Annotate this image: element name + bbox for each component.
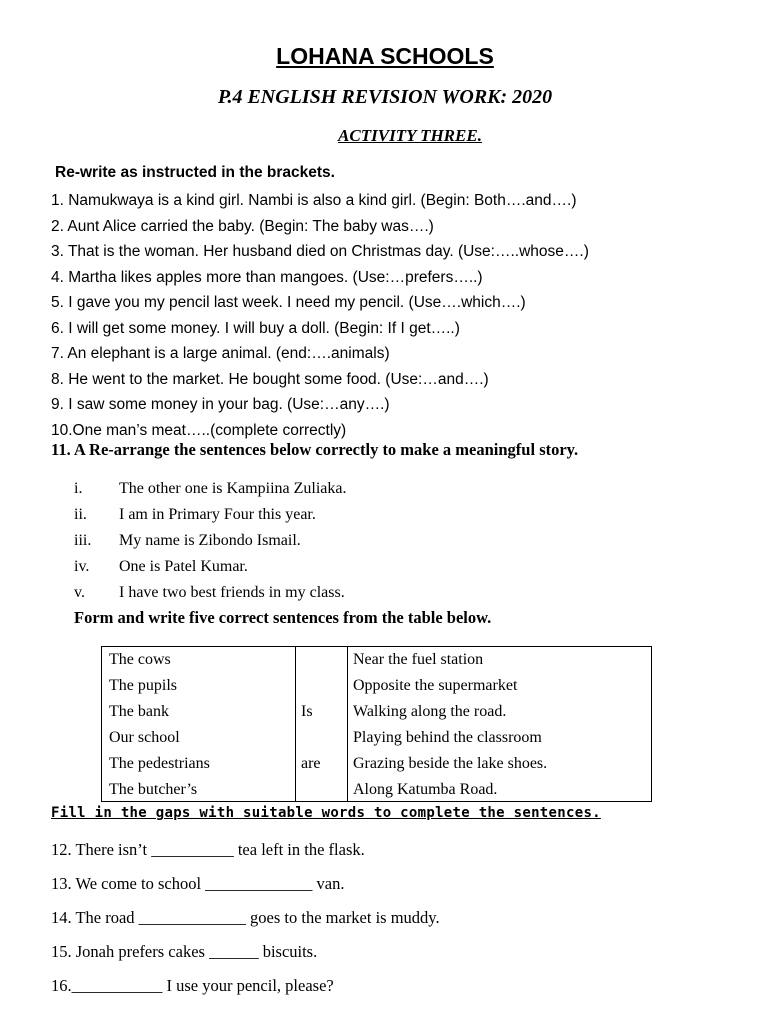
subject-cell: The butcher’s (109, 781, 198, 798)
story-item-number: v. (74, 584, 85, 601)
question-10: 10.One man’s meat…..(complete correctly) (51, 421, 347, 439)
question-6: 6. I will get some money. I will buy a doll. (Begin: If I get…..) (51, 319, 460, 337)
school-name: LOHANA SCHOOLS (276, 43, 494, 69)
table-instruction: Form and write five correct sentences from the table below. (74, 608, 492, 627)
verb-cell: Is (301, 703, 313, 720)
activity-heading: ACTIVITY THREE. (338, 126, 482, 145)
story-sentences (74, 476, 346, 606)
question-9: 9. I saw some money in your bag. (Use:…any….) (51, 396, 390, 413)
fill-gap-questions (51, 836, 440, 1006)
question-4: 4. Martha likes apples more than mangoes. (Use:…prefers…..) (51, 268, 483, 286)
complement-cell: Opposite the supermarket (353, 677, 518, 694)
subjects-column (102, 647, 296, 801)
question-7: 7. An elephant is a large animal. (end:….animals) (51, 345, 390, 362)
question-12: 12. There isn’t __________ tea left in the flask. (51, 840, 365, 859)
verbs-column (295, 647, 348, 801)
story-item-text: One is Patel Kumar. (119, 558, 248, 575)
subject-cell: Our school (109, 729, 180, 746)
story-item-text: The other one is Kampiina Zuliaka. (119, 480, 347, 497)
complement-cell: Walking along the road. (353, 703, 507, 720)
question-15: 15. Jonah prefers cakes ______ biscuits. (51, 942, 318, 961)
story-item-text: My name is Zibondo Ismail. (119, 532, 301, 549)
question-5: 5. I gave you my pencil last week. I need my pencil. (Use….which….) (51, 294, 526, 311)
verb-cell: are (301, 755, 321, 772)
story-item-number: iv. (74, 558, 90, 575)
question-14: 14. The road _____________ goes to the market is muddy. (51, 908, 440, 927)
subject-cell: The cows (109, 651, 171, 668)
story-item-number: iii. (74, 532, 92, 549)
complement-cell: Playing behind the classroom (353, 729, 542, 746)
rewrite-questions (51, 188, 589, 443)
complement-cell: Near the fuel station (353, 651, 484, 668)
story-item (74, 502, 346, 528)
story-item-number: i. (74, 480, 83, 497)
subject-cell: The bank (109, 703, 169, 720)
rewrite-instruction: Re-write as instructed in the brackets. (55, 164, 335, 181)
question-13: 13. We come to school _____________ van. (51, 874, 345, 893)
substitution-table (101, 646, 652, 802)
story-item (74, 580, 346, 606)
story-item (74, 554, 346, 580)
question-8: 8. He went to the market. He bought some food. (Use:…and….) (51, 370, 489, 388)
complement-cell: Along Katumba Road. (353, 781, 498, 798)
fill-gaps-instruction: Fill in the gaps with suitable words to complete the sentences. (51, 805, 601, 821)
story-item-text: I am in Primary Four this year. (119, 506, 316, 523)
story-item (74, 476, 346, 502)
question-1: 1. Namukwaya is a kind girl. Nambi is also a kind girl. (Begin: Both….and….) (51, 192, 577, 209)
question-16: 16.___________ I use your pencil, please? (51, 976, 334, 995)
question-3: 3. That is the woman. Her husband died on Christmas day. (Use:…..whose….) (51, 243, 589, 260)
complement-cell: Grazing beside the lake shoes. (353, 755, 548, 772)
subject-cell: The pedestrians (109, 755, 210, 772)
question-11-heading: 11. A Re-arrange the sentences below correctly to make a meaningful story. (51, 440, 579, 459)
story-item (74, 528, 346, 554)
story-item-text: I have two best friends in my class. (119, 584, 345, 601)
question-2: 2. Aunt Alice carried the baby. (Begin: The baby was….) (51, 217, 434, 235)
worksheet-title: P.4 ENGLISH REVISION WORK: 2020 (217, 86, 553, 108)
complements-column (348, 647, 651, 801)
story-item-number: ii. (74, 506, 87, 523)
subject-cell: The pupils (109, 677, 177, 694)
